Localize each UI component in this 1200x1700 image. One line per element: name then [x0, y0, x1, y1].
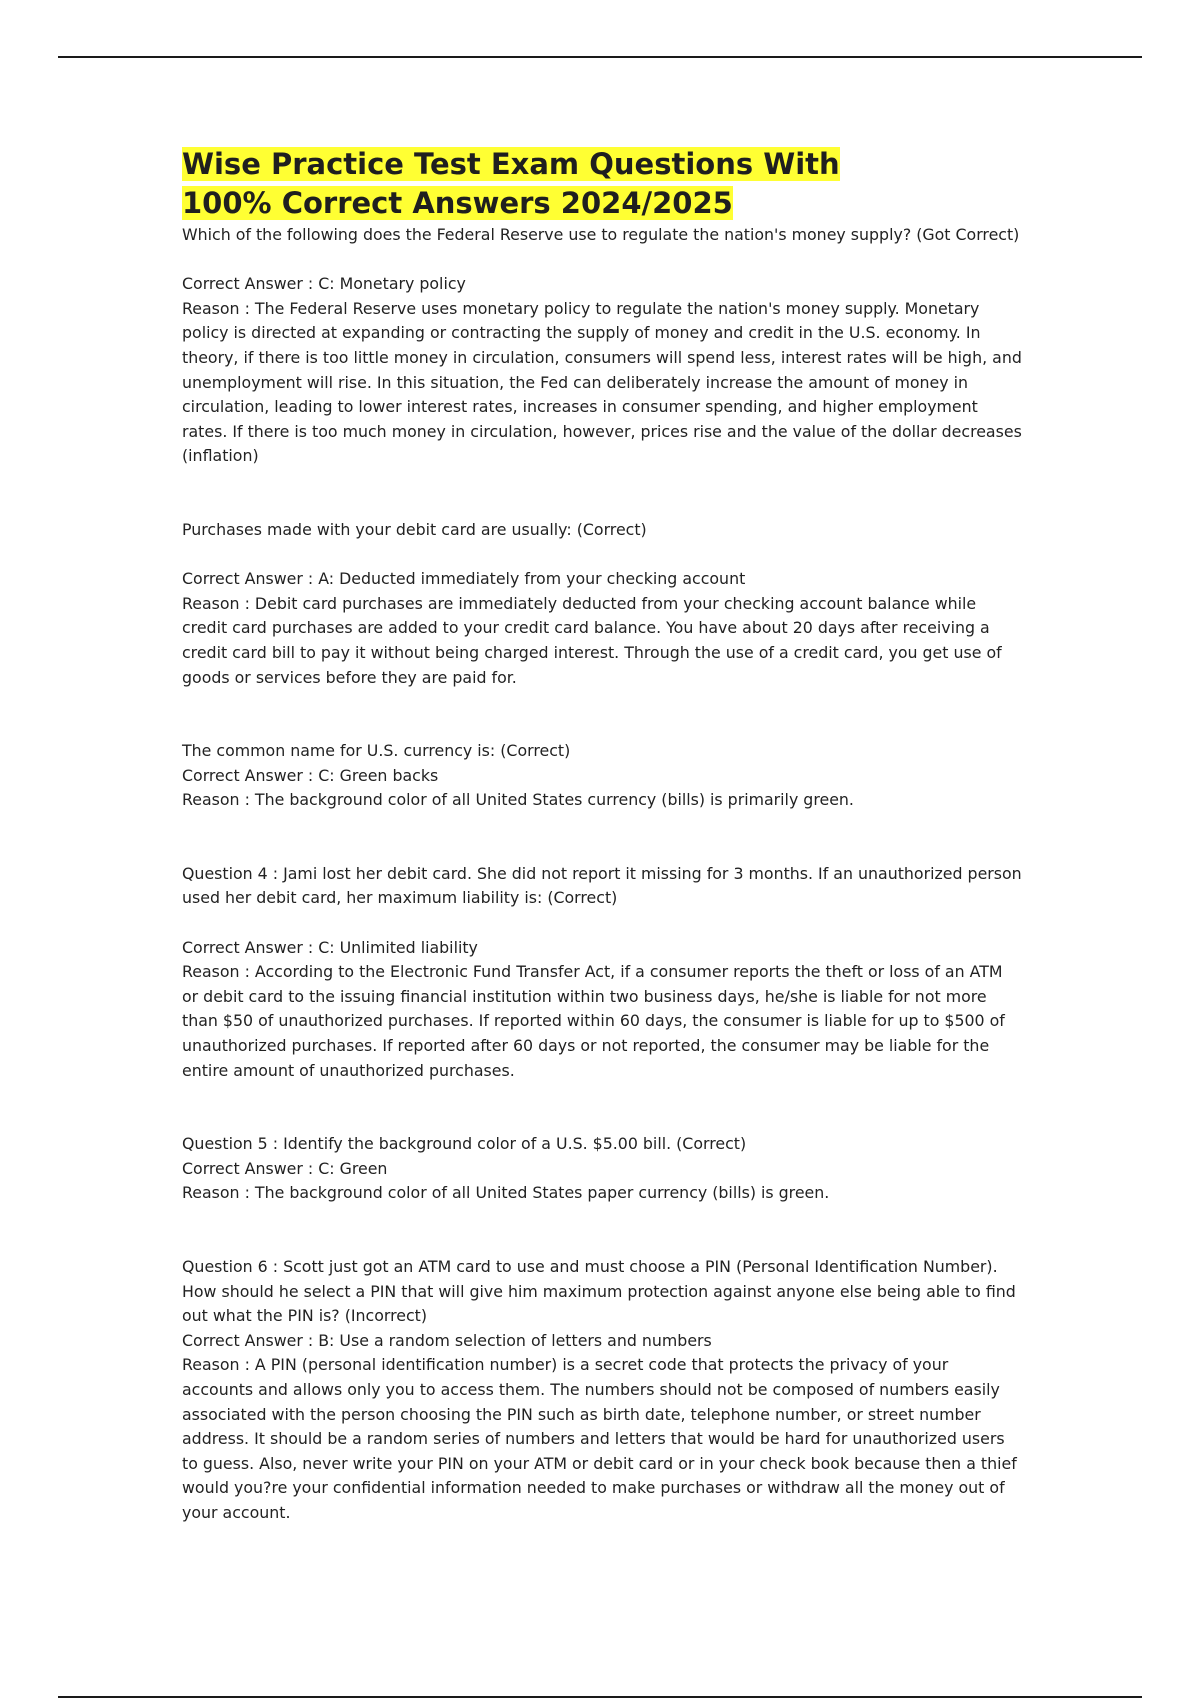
question-text: The common name for U.S. currency is: (Correct) [182, 741, 571, 761]
correct-answer: Correct Answer : B: Use a random selection of letters and numbers [182, 1330, 712, 1350]
question-text: Which of the following does the Federal Reserve use to regulate the nation's money supply? (Got Correct) [182, 225, 1020, 244]
reason-text: Reason : The background color of all United States paper currency (bills) is green. [182, 1183, 830, 1203]
footer-rule [58, 1696, 1142, 1698]
document-title [182, 145, 1022, 223]
question-text: Question 4 : Jami lost her debit card. She did not report it missing for 3 months. If an unauthorized person used her debit card, her maximum liability is: (Correct) [182, 863, 1022, 908]
title-line-2: 100% Correct Answers 2024/2025 [182, 186, 733, 220]
qa-item [182, 1255, 1022, 1526]
title-line-1: Wise Practice Test Exam Questions With [182, 147, 840, 181]
qa-item [182, 518, 1022, 690]
document-body [182, 145, 1022, 1526]
correct-answer: Correct Answer : C: Green [182, 1158, 388, 1178]
correct-answer: Correct Answer : A: Deducted immediately from your checking account [182, 569, 746, 589]
reason-text: Reason : The background color of all United States currency (bills) is primarily green. [182, 790, 854, 810]
question-text: Question 5 : Identify the background color of a U.S. $5.00 bill. (Correct) [182, 1134, 747, 1154]
qa-item [182, 862, 1022, 1083]
reason-text: Reason : According to the Electronic Fund Transfer Act, if a consumer reports the theft or loss of an ATM or debit card to the issuing financial institution within two business days, he/she is liable for not more than $50 of unauthorized purchases. If reported within 60 days, the consumer is liable for up to $500 of unauthorized purchases. If reported after 60 days or not reported, the consumer may be liable for the entire amount of unauthorized purchases. [182, 962, 1005, 1080]
correct-answer: Correct Answer : C: Monetary policy [182, 274, 466, 294]
correct-answer: Correct Answer : C: Green backs [182, 765, 439, 785]
qa-item [182, 1132, 1022, 1206]
qa-item [182, 739, 1022, 813]
qa-item [182, 223, 1022, 469]
header-rule [58, 56, 1142, 58]
reason-text: Reason : The Federal Reserve uses monetary policy to regulate the nation's money supply. Monetary policy is directed at expanding or contracting the supply of money and credit in the U.S. economy. In theory, if there is too little money in circulation, consumers will spend less, interest rates will be high, and unemployment will rise. In this situation, the Fed can deliberately increase the amount of money in circulation, leading to lower interest rates, increases in consumer spending, and higher employment rates. If there is too much money in circulation, however, prices rise and the value of the dollar decreases (inflation) [182, 298, 1022, 466]
correct-answer: Correct Answer : C: Unlimited liability [182, 937, 478, 957]
question-text: Purchases made with your debit card are usually: (Correct) [182, 519, 647, 539]
question-text: Question 6 : Scott just got an ATM card to use and must choose a PIN (Personal Identification Number). How should he select a PIN that will give him maximum protection against anyone else being able to find out what the PIN is? (Incorrect) [182, 1257, 1016, 1326]
reason-text: Reason : Debit card purchases are immediately deducted from your checking account balance while credit card purchases are added to your credit card balance. You have about 20 days after receiving a credit card bill to pay it without being charged interest. Through the use of a credit card, you get use of goods or services before they are paid for. [182, 593, 1002, 687]
reason-text: Reason : A PIN (personal identification number) is a secret code that protects the privacy of your accounts and allows only you to access them. The numbers should not be composed of numbers easily associated with the person choosing the PIN such as birth date, telephone number, or street number address. It should be a random series of numbers and letters that would be hard for unauthorized users to guess. Also, never write your PIN on your ATM or debit card or in your check book because then a thief would you?re your confidential information needed to make purchases or withdraw all the money out of your account. [182, 1355, 1017, 1522]
